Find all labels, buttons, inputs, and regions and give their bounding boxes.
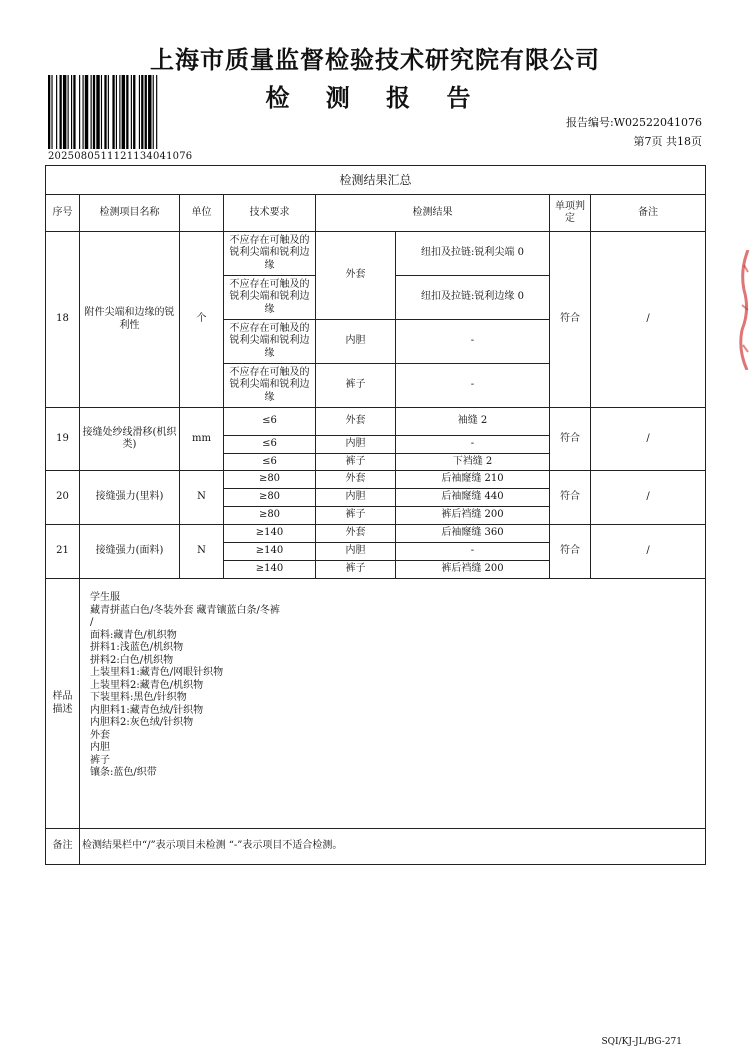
page-info: 第7页 共18页 [633, 135, 702, 148]
sample-line: 拼料1:浅蓝色/机织物 [90, 642, 184, 653]
sample-line: 内胆料2:灰色绒/针织物 [90, 717, 194, 728]
column-header-verdict: 单项判定 [550, 195, 591, 232]
organization-name: 上海市质量监督检验技术研究院有限公司 [150, 46, 600, 74]
barcode-image [48, 75, 188, 149]
sample-line: 内胆 [90, 742, 110, 753]
item-19-result-1: 袖缝 2 [396, 408, 550, 436]
sample-line: 拼料2:白色/机织物 [90, 654, 174, 666]
column-header-unit: 单位 [180, 195, 224, 232]
item-20-requirement-3: ≥80 [224, 507, 316, 525]
item-21-name: 接缝强力(面料) [80, 525, 180, 579]
sample-line: 内胆料1:藏青色绒/针织物 [90, 704, 204, 716]
item-19-part-1: 外套 [316, 408, 396, 436]
item-20-requirement-2: ≥80 [224, 489, 316, 507]
item-18-part-3: 内胆 [316, 320, 396, 364]
item-21-result-3: 裤后裆缝 200 [396, 561, 550, 579]
sample-line: / [90, 617, 94, 628]
item-20-result-2: 后袖窿缝 440 [396, 489, 550, 507]
item-21-part-2: 内胆 [316, 543, 396, 561]
item-19-unit: mm [180, 408, 224, 471]
sample-line: 外套 [90, 729, 110, 741]
item-21-result-1: 后袖窿缝 360 [396, 525, 550, 543]
column-header-result: 检测结果 [316, 195, 550, 232]
item-20-unit: N [180, 471, 224, 525]
footer-document-code: SQI/KJ-JL/BG-271 [601, 1037, 682, 1047]
item-21-part-3: 裤子 [316, 561, 396, 579]
item-18-unit: 个 [180, 232, 224, 408]
sample-description-label: 样品描述 [46, 579, 80, 829]
item-21-requirement-2: ≥140 [224, 543, 316, 561]
item-19-requirement-3: ≤6 [224, 454, 316, 471]
item-19-requirement-2: ≤6 [224, 436, 316, 454]
item-18-result-4: - [396, 364, 550, 408]
item-18-requirement-2: 不应存在可触及的锐利尖端和锐利边缘 [224, 276, 316, 320]
item-19-result-3: 下裆缝 2 [396, 454, 550, 471]
column-header-no: 序号 [46, 195, 80, 232]
column-header-remark: 备注 [591, 195, 706, 232]
sample-line: 镶条:蓝色/织带 [90, 767, 157, 778]
sample-line: 上装里料1:藏青色/网眼针织物 [90, 667, 224, 678]
item-20-part-2: 内胆 [316, 489, 396, 507]
table-caption: 检测结果汇总 [46, 166, 706, 195]
item-18-remark: / [591, 232, 706, 408]
item-21-verdict: 符合 [550, 525, 591, 579]
item-19-name: 接缝处纱线滑移(机织类) [80, 408, 180, 471]
item-21-part-1: 外套 [316, 525, 396, 543]
item-20-remark: / [591, 471, 706, 525]
item-21-remark: / [591, 525, 706, 579]
seal-stamp-fragment [738, 250, 750, 370]
sample-line: 学生服 [90, 592, 120, 603]
item-20-result-3: 裤后裆缝 200 [396, 507, 550, 525]
item-18-requirement-3: 不应存在可触及的锐利尖端和锐利边缘 [224, 320, 316, 364]
item-21-requirement-1: ≥140 [224, 525, 316, 543]
sample-line: 下装里料:黑色/针织物 [90, 692, 187, 703]
item-18-verdict: 符合 [550, 232, 591, 408]
item-20-part-3: 裤子 [316, 507, 396, 525]
sample-line: 上装里料2:藏青色/机织物 [90, 679, 204, 691]
sample-line: 裤子 [90, 754, 110, 766]
column-header-item-name: 检测项目名称 [80, 195, 180, 232]
item-18-result-1: 纽扣及拉链:锐利尖端 0 [396, 232, 550, 276]
item-18-result-3: - [396, 320, 550, 364]
item-19-verdict: 符合 [550, 408, 591, 471]
results-table [45, 165, 706, 865]
sample-description [80, 579, 706, 829]
note-text: 检测结果栏中“/”表示项目未检测 “-”表示项目不适合检测。 [80, 829, 706, 865]
column-header-requirement: 技术要求 [224, 195, 316, 232]
item-19-requirement-1: ≤6 [224, 408, 316, 436]
item-19-part-2: 内胆 [316, 436, 396, 454]
item-20-name: 接缝强力(里料) [80, 471, 180, 525]
report-number: 报告编号:W02522041076 [566, 116, 702, 129]
item-20-no: 20 [46, 471, 80, 525]
item-21-unit: N [180, 525, 224, 579]
sample-line: 藏青拼蓝白色/冬装外套 藏青镶蓝白条/冬裤 [90, 604, 280, 616]
sample-line: 面料:藏青色/机织物 [90, 629, 177, 641]
item-19-remark: / [591, 408, 706, 471]
item-18-requirement-1: 不应存在可触及的锐利尖端和锐利边缘 [224, 232, 316, 276]
item-21-no: 21 [46, 525, 80, 579]
item-21-result-2: - [396, 543, 550, 561]
item-18-result-2: 纽扣及拉链:锐利边缘 0 [396, 276, 550, 320]
note-label: 备注 [46, 829, 80, 865]
item-18-name: 附件尖端和边缘的锐利性 [80, 232, 180, 408]
item-18-part-4: 裤子 [316, 364, 396, 408]
item-20-verdict: 符合 [550, 471, 591, 525]
item-19-part-3: 裤子 [316, 454, 396, 471]
item-18-part-1: 外套 [316, 232, 396, 320]
item-20-part-1: 外套 [316, 471, 396, 489]
item-18-requirement-4: 不应存在可触及的锐利尖端和锐利边缘 [224, 364, 316, 408]
item-18-no: 18 [46, 232, 80, 408]
item-19-result-2: - [396, 436, 550, 454]
item-20-result-1: 后袖窿缝 210 [396, 471, 550, 489]
item-19-no: 19 [46, 408, 80, 471]
item-21-requirement-3: ≥140 [224, 561, 316, 579]
barcode-number: 20250805111211340410​76 [48, 151, 193, 162]
report-title: 检 测 报 告 [265, 84, 485, 112]
item-20-requirement-1: ≥80 [224, 471, 316, 489]
